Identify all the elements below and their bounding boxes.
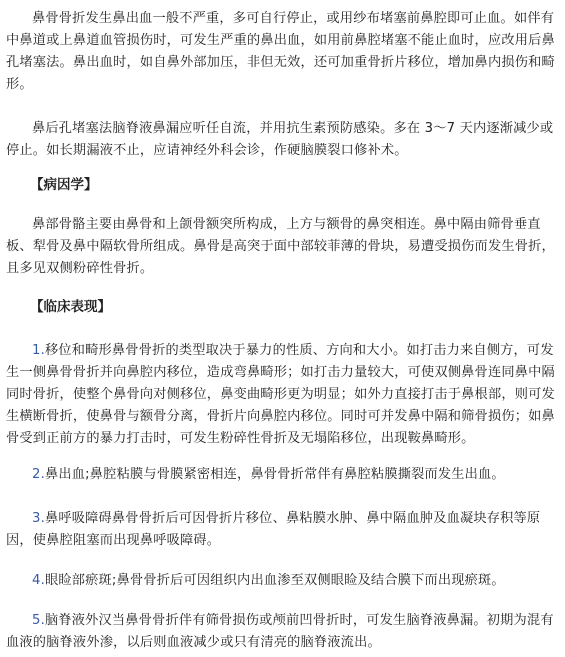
item-number: 4.: [32, 573, 45, 588]
paragraph-etiology: 鼻部骨骼主要由鼻骨和上颌骨额突所构成，上方与额骨的鼻突相连。鼻中隔由筛骨垂直板、犁骨及鼻中隔软骨所组成。鼻骨是高突于面中部较菲薄的骨块，易遭受损伤而发生骨折，且多见双侧粉碎性骨折。: [6, 217, 555, 276]
item-number: 5.: [32, 613, 45, 628]
item-number: 2.: [32, 467, 45, 482]
item-number: 1.: [32, 343, 45, 358]
item-number: 3.: [32, 511, 45, 526]
section-heading-etiology: 【病因学】: [30, 177, 98, 193]
list-item-csf-leak: [6, 610, 558, 654]
item-text: 鼻呼吸障碍鼻骨骨折后可因骨折片移位、鼻粘膜水肿、鼻中隔血肿及血凝块存积等原因，使鼻腔阻塞而出现鼻呼吸障碍。: [6, 511, 541, 548]
item-text: 鼻出血;鼻腔粘膜与骨膜紧密相连，鼻骨骨折常伴有鼻腔粘膜撕裂而发生出血。: [44, 467, 505, 482]
list-item-ecchymosis: [6, 570, 558, 592]
list-item-deformity: [6, 340, 558, 450]
item-text: 移位和畸形鼻骨骨折的类型取决于暴力的性质、方向和大小。如打击力来自侧方，可发生一侧鼻骨骨折并向鼻腔内移位，造成弯鼻畸形；如打击力量较大，可使双侧鼻骨连同鼻中隔同时骨折，使整个鼻骨向对侧移位，鼻变曲畸形更为明显；如外力直接打击于鼻根部，则可发生横断骨折，使鼻骨与额骨分离，骨折片向鼻腔内移位。同时可并发鼻中隔和筛骨损伤；如鼻骨受到正前方的暴力打击时，可发生粉碎性骨折及无塌陷移位，出现鞍鼻畸形。: [6, 343, 555, 446]
item-text: 脑脊液外汉当鼻骨骨折伴有筛骨损伤或颅前凹骨折时，可发生脑脊液鼻漏。初期为混有血液的脑脊液外渗，以后则血液减少或只有清亮的脑脊液流出。: [6, 613, 554, 650]
list-item-breathing: [6, 508, 558, 552]
paragraph-csf-leak-treatment: 鼻后孔堵塞法脑脊液鼻漏应听任自流，并用抗生素预防感染。多在 3～7 天内逐渐减少或停止。如长期漏液不止，应请神经外科会诊，作硬脑膜裂口修补术。: [6, 121, 554, 158]
item-text: 眼睑部瘀斑;鼻骨骨折后可因组织内出血渗至双侧眼睑及结合膜下而出现瘀斑。: [44, 573, 505, 588]
list-item-bleeding: [6, 464, 558, 486]
paragraph-epistaxis-treatment: 鼻骨骨折发生鼻出血一般不严重，多可自行停止，或用纱布堵塞前鼻腔即可止血。如伴有中鼻道或上鼻道血管损伤时，可发生严重的鼻出血，如用前鼻腔堵塞不能止血时，应改用后鼻孔堵塞法。鼻出血时，如自鼻外部加压，非但无效，还可加重骨折片移位，增加鼻内损伤和畸形。: [6, 11, 555, 92]
section-heading-clinical: 【临床表现】: [30, 299, 111, 315]
